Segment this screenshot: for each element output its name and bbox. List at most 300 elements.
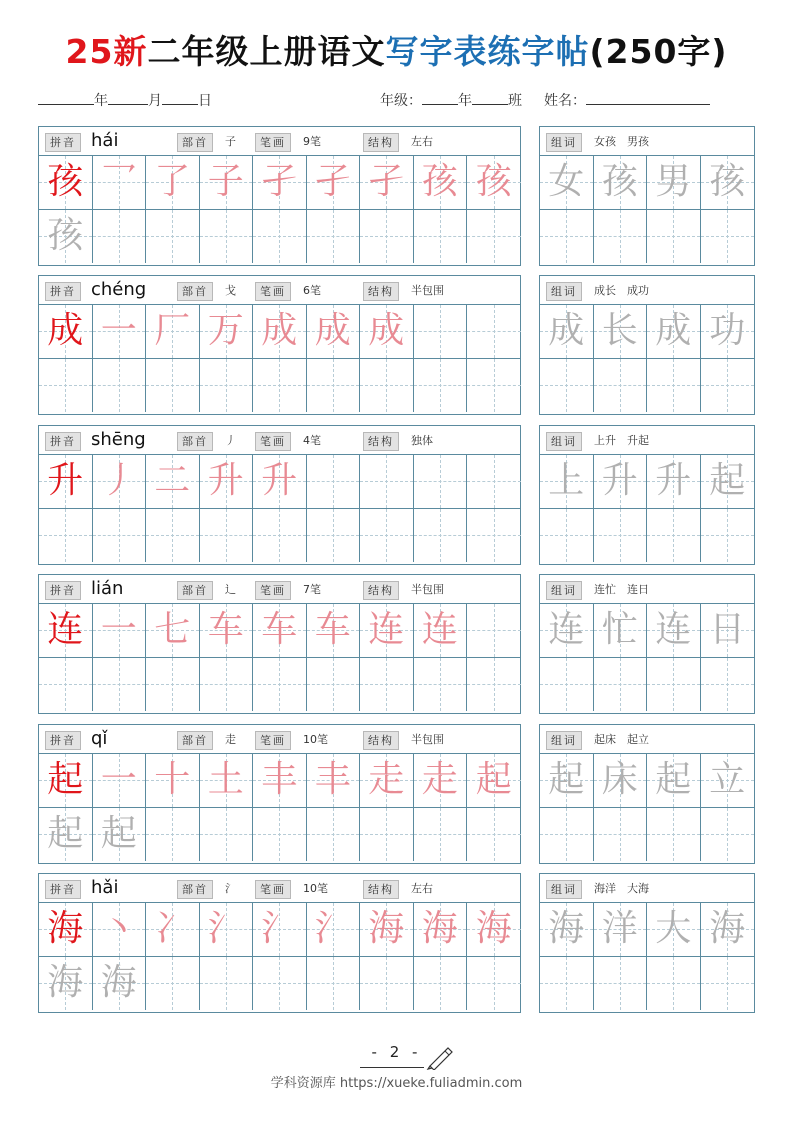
words-cell[interactable] [594,509,648,563]
word-trace-char: 成 [655,310,692,352]
writing-cell[interactable] [146,808,200,862]
words-cell[interactable] [701,156,755,210]
words-cell[interactable] [594,808,648,862]
writing-cell[interactable] [253,754,307,808]
writing-cell[interactable] [146,359,200,413]
practice-box [38,574,521,714]
words-cell[interactable] [701,957,755,1011]
writing-cell[interactable] [146,509,200,563]
words-cell[interactable] [701,658,755,712]
char-block [0,275,793,415]
stroke-highlight: 七 [154,609,191,651]
day-label: 日 [198,93,212,109]
stroke-highlight: 万 [207,310,244,352]
stroke-highlight: 孑 [314,161,351,203]
grade-blank[interactable] [422,90,458,105]
writing-cell[interactable] [253,658,307,712]
writing-cell[interactable] [467,903,521,957]
stroke-order-char [253,305,306,358]
writing-cell[interactable] [93,509,147,563]
writing-cell[interactable] [414,305,468,359]
words-cell[interactable] [594,359,648,413]
words-header [540,426,754,455]
words-cell[interactable] [540,509,594,563]
writing-cell[interactable] [414,509,468,563]
writing-cell[interactable] [200,754,254,808]
writing-cell[interactable] [200,604,254,658]
writing-cell[interactable] [93,359,147,413]
footer-divider [360,1067,424,1068]
writing-cell[interactable] [39,903,93,957]
structure-tag: 结构 [363,880,399,899]
model-char: 海 [47,908,84,950]
words-cell[interactable] [647,754,701,808]
words-cell[interactable] [594,658,648,712]
writing-cell[interactable] [146,903,200,957]
day-blank[interactable] [162,90,198,105]
month-blank[interactable] [108,90,148,105]
practice-box [38,873,521,1013]
writing-cell[interactable] [307,604,361,658]
writing-cell[interactable] [146,156,200,210]
stroke-highlight: 孑 [368,161,405,203]
writing-cell[interactable] [360,658,414,712]
char-block [0,574,793,714]
stroke-highlight: 连 [368,609,405,651]
words-cell[interactable] [647,604,701,658]
words-cell[interactable] [540,808,594,862]
word-trace-char: 海 [548,908,585,950]
writing-cell[interactable] [467,509,521,563]
writing-cell[interactable] [39,754,93,808]
structure-tag: 结构 [363,282,399,301]
writing-cell[interactable] [253,808,307,862]
stroke-highlight: 丶 [100,908,137,950]
writing-cell[interactable] [253,210,307,264]
strokes-value: 4笔 [303,434,321,447]
words-cell[interactable] [540,455,594,509]
writing-cell[interactable] [93,903,147,957]
words-header [540,874,754,903]
char-block [0,425,793,565]
words-cell[interactable] [594,210,648,264]
grade-label: 年级： [380,93,422,109]
model-char: 连 [47,609,84,651]
writing-cell[interactable] [467,604,521,658]
writing-cell[interactable] [307,903,361,957]
pinyin-value: shēng [91,429,146,450]
stroke-order-char [253,754,306,807]
writing-cell[interactable] [414,604,468,658]
stroke-order-char [200,903,253,956]
writing-cell[interactable] [414,754,468,808]
writing-cell[interactable] [307,156,361,210]
writing-cell[interactable] [93,957,147,1011]
stroke-order-char [93,903,146,956]
words-cell[interactable] [594,455,648,509]
writing-cell[interactable] [39,156,93,210]
words-header [540,725,754,754]
date-line [38,90,212,112]
char-header [39,874,520,903]
writing-cell[interactable] [146,957,200,1011]
stroke-highlight: 升 [261,460,298,502]
writing-cell[interactable] [467,754,521,808]
writing-cell[interactable] [93,305,147,359]
stroke-order-char [253,455,306,508]
words-cell[interactable] [701,455,755,509]
writing-cell[interactable] [467,359,521,413]
stroke-order-char [93,455,146,508]
writing-cell[interactable] [360,455,414,509]
words-box [539,724,755,864]
writing-cell[interactable] [307,359,361,413]
writing-cell[interactable] [307,808,361,862]
student-line [380,90,710,112]
name-blank[interactable] [586,90,710,105]
writing-cell[interactable] [200,210,254,264]
words-cell[interactable] [594,754,648,808]
words-cell[interactable] [540,957,594,1011]
writing-cell[interactable] [253,903,307,957]
radical-value: 子 [225,135,236,148]
writing-cell[interactable] [146,210,200,264]
stroke-order-char [307,305,360,358]
words-cell[interactable] [594,156,648,210]
words-tag: 组词 [546,731,582,750]
writing-cell[interactable] [253,509,307,563]
words-cell[interactable] [701,808,755,862]
writing-cell[interactable] [253,359,307,413]
word-trace-char: 长 [601,310,638,352]
words-cell[interactable] [647,210,701,264]
writing-cell[interactable] [414,359,468,413]
writing-cell[interactable] [467,210,521,264]
writing-cell[interactable] [414,808,468,862]
char-header [39,127,520,156]
trace-char: 海 [47,962,84,1004]
stroke-highlight: 车 [207,609,244,651]
words-cell[interactable] [647,509,701,563]
words-tag: 组词 [546,133,582,152]
stroke-highlight: 孑 [261,161,298,203]
strokes-tag: 笔画 [255,282,291,301]
words-cell[interactable] [647,903,701,957]
stroke-highlight: 连 [421,609,458,651]
strokes-value: 9笔 [303,135,321,148]
writing-cell[interactable] [307,658,361,712]
page-number: - 2 - [371,1043,422,1061]
writing-cell[interactable] [467,658,521,712]
pinyin-tag: 拼音 [45,731,81,750]
stroke-order-char [146,455,199,508]
writing-cell[interactable] [360,305,414,359]
writing-cell[interactable] [39,509,93,563]
radical-value: 氵 [225,882,236,895]
writing-cell[interactable] [146,604,200,658]
stroke-highlight: 了 [154,161,191,203]
words-cell[interactable] [594,604,648,658]
words-box [539,275,755,415]
word-trace-char: 功 [709,310,746,352]
stroke-highlight: 海 [475,908,512,950]
pinyin-tag: 拼音 [45,133,81,152]
stroke-highlight: 走 [421,759,458,801]
stroke-order-char [93,604,146,657]
writing-cell[interactable] [360,509,414,563]
writing-cell[interactable] [253,156,307,210]
writing-cell[interactable] [360,156,414,210]
word-trace-char: 起 [655,759,692,801]
word-trace-char: 起 [548,759,585,801]
writing-cell[interactable] [200,509,254,563]
writing-cell[interactable] [200,305,254,359]
words-cell[interactable] [701,604,755,658]
pinyin-tag: 拼音 [45,581,81,600]
stroke-order-char [414,156,467,209]
writing-cell[interactable] [414,455,468,509]
writing-cell[interactable] [146,455,200,509]
stroke-order-char [146,604,199,657]
char-header [39,426,520,455]
writing-cell[interactable] [39,305,93,359]
words-cell[interactable] [540,305,594,359]
words-cell[interactable] [540,359,594,413]
writing-cell[interactable] [307,957,361,1011]
year-blank[interactable] [38,90,94,105]
writing-cell[interactable] [253,305,307,359]
word-trace-char: 大 [655,908,692,950]
writing-cell[interactable] [93,808,147,862]
pinyin-tag: 拼音 [45,880,81,899]
word-trace-char: 海 [709,908,746,950]
model-char: 成 [47,310,84,352]
writing-cell[interactable] [200,658,254,712]
word-trace-char: 成 [548,310,585,352]
trace-char: 起 [100,813,137,855]
writing-cell[interactable] [307,754,361,808]
words-cell[interactable] [647,957,701,1011]
words-cell[interactable] [701,903,755,957]
words-cell[interactable] [701,509,755,563]
words-cell[interactable] [540,604,594,658]
writing-cell[interactable] [93,658,147,712]
strokes-tag: 笔画 [255,581,291,600]
writing-cell[interactable] [93,754,147,808]
words-cell[interactable] [647,305,701,359]
writing-cell[interactable] [253,604,307,658]
class-blank[interactable] [472,90,508,105]
model-char: 升 [47,460,84,502]
stroke-highlight: 成 [261,310,298,352]
strokes-tag: 笔画 [255,432,291,451]
writing-cell[interactable] [360,957,414,1011]
writing-cell[interactable] [39,957,93,1011]
words-cell[interactable] [701,210,755,264]
stroke-highlight: 氵 [207,908,244,950]
words-cell[interactable] [594,305,648,359]
pinyin-value: hái [91,130,119,151]
writing-cell[interactable] [93,210,147,264]
words-cell[interactable] [701,754,755,808]
writing-cell[interactable] [360,808,414,862]
writing-cell[interactable] [253,957,307,1011]
writing-cell[interactable] [414,957,468,1011]
words-tag: 组词 [546,880,582,899]
words-tag: 组词 [546,581,582,600]
word-trace-char: 床 [601,759,638,801]
writing-cell[interactable] [146,305,200,359]
words-cell[interactable] [701,359,755,413]
radical-tag: 部首 [177,880,213,899]
writing-cell[interactable] [360,210,414,264]
writing-cell[interactable] [414,903,468,957]
stroke-order-char [467,903,521,956]
word-trace-char: 升 [655,460,692,502]
title-part-grade: 二年级上册语文 [147,32,386,71]
words-value: 成长 成功 [594,284,649,297]
model-char: 孩 [47,161,84,203]
stroke-order-char [253,156,306,209]
writing-cell[interactable] [307,455,361,509]
writing-cell[interactable] [467,957,521,1011]
stroke-order-char [307,754,360,807]
writing-cell[interactable] [360,754,414,808]
writing-cell[interactable] [93,455,147,509]
writing-cell[interactable] [146,754,200,808]
words-cell[interactable] [540,210,594,264]
writing-cell[interactable] [360,903,414,957]
words-cell[interactable] [540,903,594,957]
words-cell[interactable] [647,808,701,862]
words-cell[interactable] [647,156,701,210]
stroke-highlight: 成 [368,310,405,352]
word-trace-char: 升 [601,460,638,502]
practice-box [38,724,521,864]
writing-cell[interactable] [307,509,361,563]
word-trace-char: 连 [548,609,585,651]
title-part-count: (250字) [589,32,728,71]
stroke-highlight: 成 [314,310,351,352]
word-trace-char: 立 [709,759,746,801]
name-label: 姓名： [544,93,586,109]
strokes-value: 7笔 [303,583,321,596]
word-trace-char: 起 [709,460,746,502]
stroke-highlight: 丰 [314,759,351,801]
writing-cell[interactable] [360,359,414,413]
writing-cell[interactable] [414,210,468,264]
writing-cell[interactable] [39,808,93,862]
stroke-order-char [200,455,253,508]
writing-cell[interactable] [39,658,93,712]
word-trace-char: 孩 [709,161,746,203]
page-title [0,26,793,73]
writing-cell[interactable] [200,455,254,509]
writing-cell[interactable] [414,156,468,210]
radical-tag: 部首 [177,581,213,600]
stroke-highlight: 氵 [314,908,351,950]
words-header [540,276,754,305]
strokes-value: 10笔 [303,733,328,746]
char-header [39,575,520,604]
writing-cell[interactable] [360,604,414,658]
stroke-order-char [414,903,467,956]
stroke-order-char [93,754,146,807]
words-tag: 组词 [546,282,582,301]
stroke-order-char [93,305,146,358]
writing-cell[interactable] [200,957,254,1011]
words-box [539,126,755,266]
stroke-order-char [200,156,253,209]
writing-cell[interactable] [467,455,521,509]
words-cell[interactable] [540,156,594,210]
radical-value: 辶 [225,583,236,596]
writing-cell[interactable] [200,903,254,957]
writing-cell[interactable] [39,210,93,264]
word-trace-char: 连 [655,609,692,651]
writing-cell[interactable] [467,156,521,210]
writing-cell[interactable] [467,808,521,862]
structure-value: 半包围 [411,733,444,746]
writing-cell[interactable] [93,604,147,658]
writing-cell[interactable] [93,156,147,210]
words-box [539,873,755,1013]
writing-cell[interactable] [146,658,200,712]
words-cell[interactable] [647,455,701,509]
pinyin-value: chéng [91,279,147,300]
words-value: 海洋 大海 [594,882,649,895]
practice-box [38,275,521,415]
stroke-order-char [146,305,199,358]
writing-cell[interactable] [39,455,93,509]
stroke-highlight: 乛 [100,161,137,203]
char-block [0,724,793,864]
words-cell[interactable] [594,903,648,957]
writing-cell[interactable] [200,156,254,210]
words-cell[interactable] [540,658,594,712]
stroke-highlight: 冫 [154,908,191,950]
writing-cell[interactable] [253,455,307,509]
strokes-tag: 笔画 [255,133,291,152]
pinyin-value: hǎi [91,877,119,898]
words-header [540,127,754,156]
radical-value: 走 [225,733,236,746]
stroke-order-char [467,156,521,209]
writing-cell[interactable] [200,808,254,862]
practice-box [38,126,521,266]
writing-cell[interactable] [39,604,93,658]
stroke-highlight: 厂 [154,310,191,352]
words-cell[interactable] [647,359,701,413]
writing-cell[interactable] [467,305,521,359]
strokes-tag: 笔画 [255,880,291,899]
writing-cell[interactable] [200,359,254,413]
writing-cell[interactable] [307,305,361,359]
stroke-order-char [93,156,146,209]
words-cell[interactable] [647,658,701,712]
stroke-highlight: 海 [421,908,458,950]
writing-cell[interactable] [307,210,361,264]
stroke-order-char [253,604,306,657]
words-cell[interactable] [540,754,594,808]
words-cell[interactable] [701,305,755,359]
stroke-order-char [307,604,360,657]
writing-cell[interactable] [39,359,93,413]
stroke-order-char [253,903,306,956]
words-cell[interactable] [594,957,648,1011]
writing-cell[interactable] [414,658,468,712]
char-header [39,276,520,305]
